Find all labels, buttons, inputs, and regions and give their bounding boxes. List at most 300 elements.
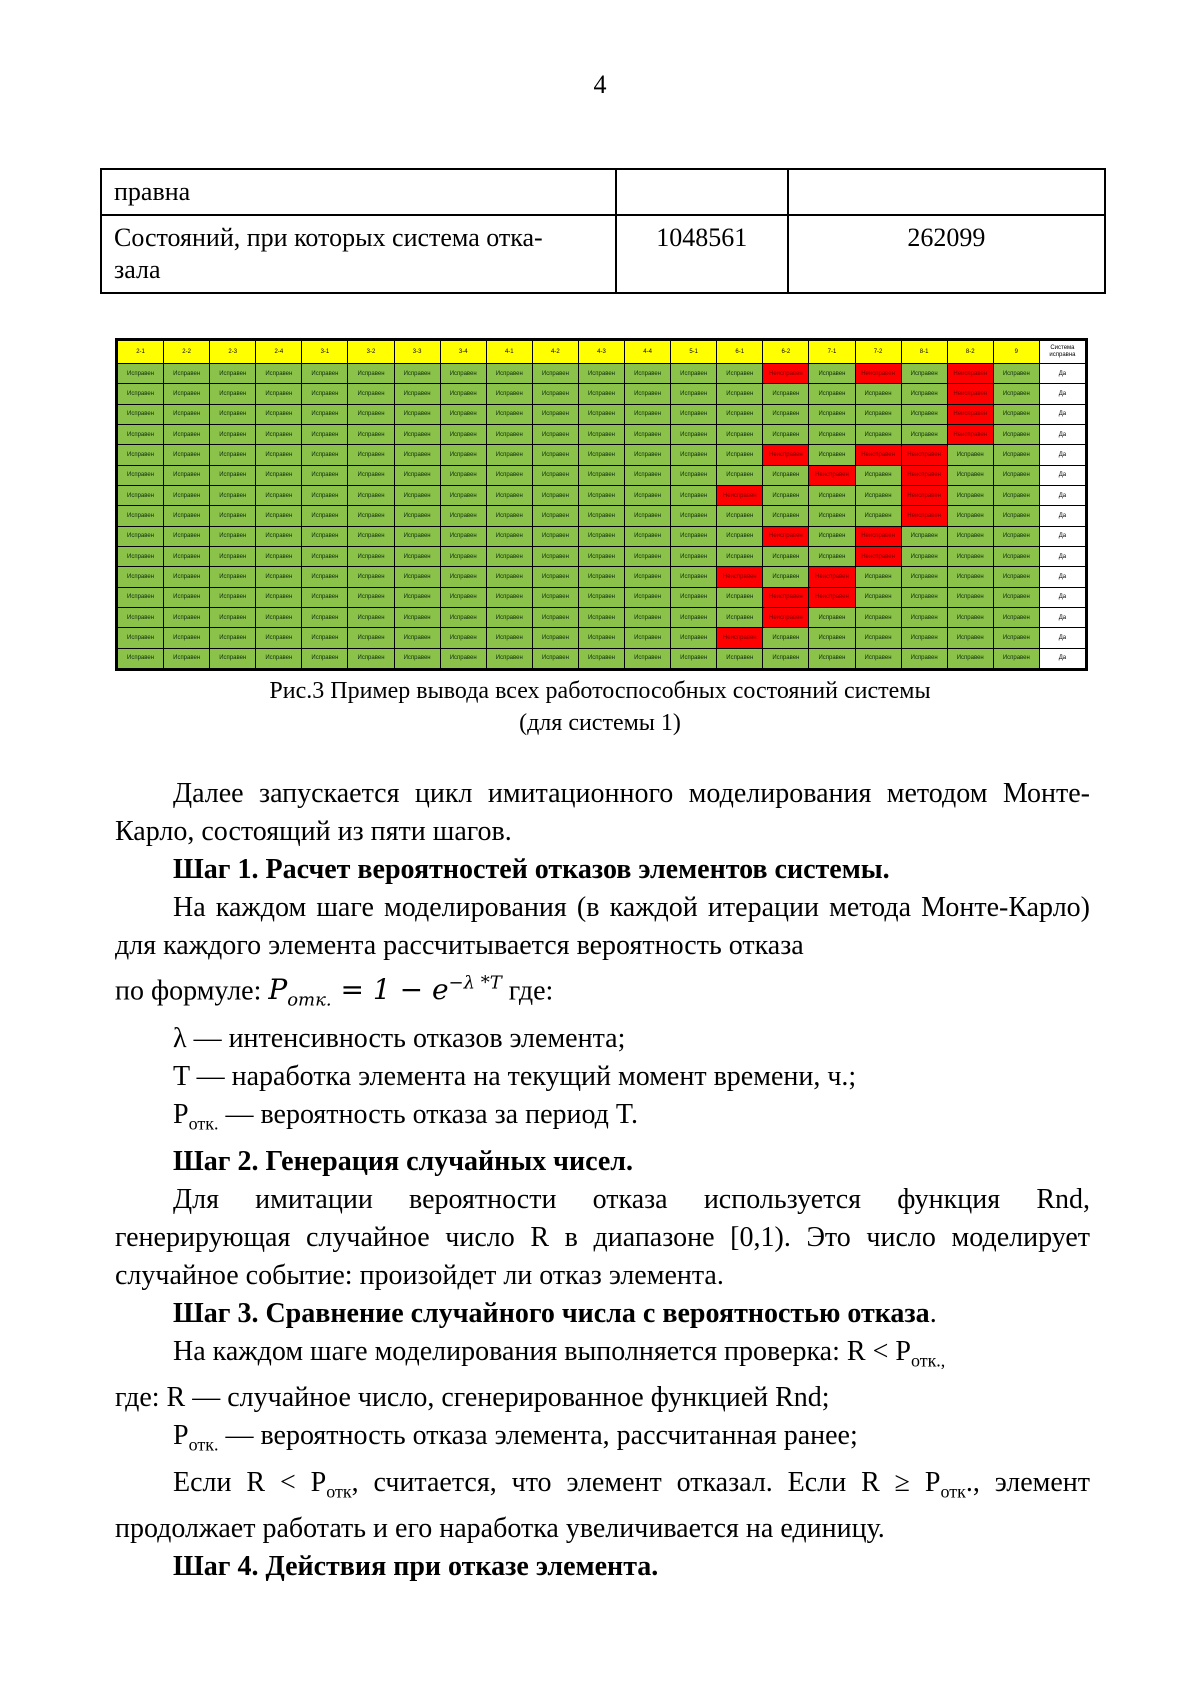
grid-cell-ok: Исправен: [440, 628, 486, 648]
table-row: [101, 215, 1105, 293]
grid-cell-ok: Исправен: [855, 485, 901, 505]
grid-cell-ok: Исправен: [901, 648, 947, 668]
grid-header-cell: Система исправна: [1039, 341, 1085, 364]
text-span: P: [173, 1420, 189, 1452]
grid-cell-ok: Исправен: [164, 506, 210, 526]
grid-cell-result: Да: [1039, 607, 1085, 627]
grid-header-cell: 4-1: [486, 341, 532, 364]
grid-cell-failed: Неисправен: [855, 364, 901, 384]
grid-cell-ok: Исправен: [440, 485, 486, 505]
grid-cell-result: Да: [1039, 465, 1085, 485]
grid-cell-ok: Исправен: [394, 628, 440, 648]
grid-cell-ok: Исправен: [394, 384, 440, 404]
grid-cell-ok: Исправен: [486, 567, 532, 587]
grid-cell-ok: Исправен: [901, 607, 947, 627]
grid-cell-ok: Исправен: [947, 567, 993, 587]
grid-cell-ok: Исправен: [717, 587, 763, 607]
grid-cell-ok: Исправен: [947, 526, 993, 546]
grid-cell-failed: Неисправен: [763, 364, 809, 384]
grid-header-cell: 7-1: [809, 341, 855, 364]
grid-cell-ok: Исправен: [302, 526, 348, 546]
paragraph: На каждом шаге моделирования (в каждой итерации метода Монте-Карло) для каждого элемента рассчитывается вероятность отказа: [115, 892, 1090, 961]
grid-cell-ok: Исправен: [394, 546, 440, 566]
grid-cell-ok: Исправен: [809, 404, 855, 424]
grid-header-cell: 3-3: [394, 341, 440, 364]
grid-cell-ok: Исправен: [717, 445, 763, 465]
page-number: 4: [593, 70, 607, 99]
grid-cell-ok: Исправен: [578, 648, 624, 668]
grid-cell-ok: Исправен: [763, 465, 809, 485]
grid-cell-ok: Исправен: [671, 567, 717, 587]
grid-cell-ok: Исправен: [532, 587, 578, 607]
grid-cell-ok: Исправен: [118, 567, 164, 587]
grid-header-cell: 6-2: [763, 341, 809, 364]
paragraph: [115, 1464, 1090, 1549]
table-cell: Состояний, при которых система отка- зала: [101, 215, 616, 293]
grid-cell-ok: Исправен: [993, 546, 1039, 566]
grid-cell-ok: Исправен: [394, 648, 440, 668]
grid-cell-ok: Исправен: [993, 445, 1039, 465]
grid-cell-ok: Исправен: [625, 485, 671, 505]
grid-cell-ok: Исправен: [625, 404, 671, 424]
grid-cell-ok: Исправен: [440, 607, 486, 627]
table-cell: [616, 169, 788, 215]
grid-cell-ok: Исправен: [302, 546, 348, 566]
grid-cell-result: Да: [1039, 567, 1085, 587]
grid-cell-ok: Исправен: [348, 526, 394, 546]
grid-cell-ok: Исправен: [578, 526, 624, 546]
grid-cell-ok: Исправен: [210, 526, 256, 546]
grid-cell-ok: Исправен: [440, 506, 486, 526]
grid-cell-ok: Исправен: [486, 404, 532, 424]
step-1-heading: [115, 851, 1090, 889]
grid-cell-ok: Исправен: [302, 506, 348, 526]
grid-cell-ok: Исправен: [348, 587, 394, 607]
grid-cell-ok: Исправен: [809, 607, 855, 627]
grid-cell-ok: Исправен: [118, 465, 164, 485]
grid-header-cell: 2-3: [210, 341, 256, 364]
text-span: .: [929, 1297, 937, 1329]
subscript: отк: [940, 1481, 966, 1502]
grid-cell-ok: Исправен: [809, 526, 855, 546]
grid-cell-ok: Исправен: [855, 567, 901, 587]
table-cell: [788, 169, 1105, 215]
grid-cell-failed: Неисправен: [809, 465, 855, 485]
grid-row: [118, 526, 1086, 546]
grid-cell-result: Да: [1039, 384, 1085, 404]
grid-cell-result: Да: [1039, 404, 1085, 424]
grid-cell-ok: Исправен: [210, 628, 256, 648]
grid-cell-ok: Исправен: [302, 465, 348, 485]
grid-cell-ok: Исправен: [532, 485, 578, 505]
grid-cell-failed: Неисправен: [763, 607, 809, 627]
subscript: отк.: [188, 1113, 219, 1134]
grid-cell-ok: Исправен: [440, 384, 486, 404]
grid-cell-result: Да: [1039, 364, 1085, 384]
grid-cell-ok: Исправен: [164, 567, 210, 587]
grid-cell-ok: Исправен: [625, 628, 671, 648]
grid-cell-ok: Исправен: [394, 424, 440, 444]
grid-cell-ok: Исправен: [671, 648, 717, 668]
grid-cell-failed: Неисправен: [763, 445, 809, 465]
grid-cell-ok: Исправен: [394, 607, 440, 627]
grid-cell-ok: Исправен: [763, 628, 809, 648]
grid-cell-ok: Исправен: [717, 364, 763, 384]
grid-cell-ok: Исправен: [210, 587, 256, 607]
grid-cell-ok: Исправен: [394, 364, 440, 384]
grid-cell-ok: Исправен: [809, 546, 855, 566]
grid-cell-ok: Исправен: [947, 445, 993, 465]
grid-cell-ok: Исправен: [394, 587, 440, 607]
grid-cell-ok: Исправен: [486, 465, 532, 485]
grid-cell-ok: Исправен: [532, 384, 578, 404]
paragraph: [115, 1417, 1090, 1464]
grid-cell-ok: Исправен: [440, 648, 486, 668]
grid-cell-result: Да: [1039, 526, 1085, 546]
grid-cell-ok: Исправен: [118, 587, 164, 607]
grid-cell-ok: Исправен: [532, 526, 578, 546]
grid-cell-ok: Исправен: [993, 485, 1039, 505]
grid-cell-ok: Исправен: [901, 526, 947, 546]
failure-formula: [268, 973, 502, 1011]
grid-cell-ok: Исправен: [625, 445, 671, 465]
grid-cell-ok: Исправен: [486, 364, 532, 384]
grid-cell-ok: Исправен: [763, 648, 809, 668]
grid-cell-ok: Исправен: [210, 485, 256, 505]
grid-cell-ok: Исправен: [118, 404, 164, 424]
grid-cell-ok: Исправен: [440, 546, 486, 566]
grid-cell-ok: Исправен: [625, 526, 671, 546]
grid-cell-ok: Исправен: [578, 607, 624, 627]
paragraph: [115, 1333, 1090, 1380]
grid-cell-ok: Исправен: [164, 607, 210, 627]
grid-cell-result: Да: [1039, 424, 1085, 444]
grid-cell-ok: Исправен: [763, 506, 809, 526]
grid-cell-ok: Исправен: [486, 607, 532, 627]
grid-cell-failed: Неисправен: [809, 587, 855, 607]
grid-cell-ok: Исправен: [578, 445, 624, 465]
grid-header-cell: 2-2: [164, 341, 210, 364]
grid-cell-ok: Исправен: [302, 364, 348, 384]
grid-cell-ok: Исправен: [763, 404, 809, 424]
grid-cell-ok: Исправен: [993, 364, 1039, 384]
grid-cell-ok: Исправен: [118, 384, 164, 404]
grid-cell-ok: Исправен: [118, 424, 164, 444]
grid-cell-ok: Исправен: [717, 506, 763, 526]
formula-body: = 1 − e: [331, 973, 449, 1007]
grid-cell-ok: Исправен: [532, 465, 578, 485]
grid-cell-ok: Исправен: [625, 546, 671, 566]
step-1-label: Шаг 1: [173, 854, 252, 885]
grid-cell-ok: Исправен: [717, 526, 763, 546]
figure-caption: [0, 675, 1200, 739]
grid-header-cell: 7-2: [855, 341, 901, 364]
grid-cell-ok: Исправен: [717, 404, 763, 424]
grid-cell-ok: Исправен: [809, 384, 855, 404]
grid-cell-ok: Исправен: [302, 445, 348, 465]
grid-cell-failed: Неисправен: [947, 404, 993, 424]
grid-cell-ok: Исправен: [855, 648, 901, 668]
grid-cell-ok: Исправен: [625, 587, 671, 607]
grid-row: [118, 546, 1086, 566]
grid-cell-ok: Исправен: [302, 404, 348, 424]
step-4-heading: [115, 1548, 1090, 1586]
grid-cell-ok: Исправен: [394, 485, 440, 505]
grid-cell-ok: Исправен: [901, 546, 947, 566]
grid-cell-ok: Исправен: [348, 607, 394, 627]
grid-cell-ok: Исправен: [486, 506, 532, 526]
grid-cell-ok: Исправен: [302, 424, 348, 444]
text-span: ., элемент продолжает работать и его наработка увеличивается на единицу.: [115, 1466, 1091, 1545]
text-span: — вероятность отказа элемента, рассчитанная ранее;: [218, 1420, 858, 1452]
grid-cell-ok: Исправен: [210, 364, 256, 384]
grid-cell-ok: Исправен: [671, 384, 717, 404]
grid-cell-ok: Исправен: [440, 424, 486, 444]
table-cell: правна: [101, 169, 616, 215]
grid-cell-ok: Исправен: [440, 526, 486, 546]
grid-header-cell: 2-1: [118, 341, 164, 364]
text-span: по формуле:: [115, 975, 262, 1007]
grid-row: [118, 384, 1086, 404]
step-4-title: Шаг 4. Действия при отказе элемента.: [173, 1551, 659, 1583]
grid-header-cell: 5-1: [671, 341, 717, 364]
formula-symbol: P: [268, 973, 288, 1007]
text-span: Если R < P: [173, 1466, 327, 1498]
grid-cell-ok: Исправен: [625, 465, 671, 485]
grid-cell-ok: Исправен: [763, 485, 809, 505]
grid-cell-ok: Исправен: [348, 384, 394, 404]
grid-cell-ok: Исправен: [164, 445, 210, 465]
grid-cell-ok: Исправен: [164, 546, 210, 566]
grid-header-cell: 2-4: [256, 341, 302, 364]
grid-cell-ok: Исправен: [348, 404, 394, 424]
step-2-heading: [115, 1143, 1090, 1181]
grid-cell-ok: Исправен: [578, 465, 624, 485]
grid-row: [118, 567, 1086, 587]
grid-cell-ok: Исправен: [578, 424, 624, 444]
grid-cell-ok: Исправен: [532, 404, 578, 424]
grid-cell-ok: Исправен: [901, 587, 947, 607]
grid-cell-ok: Исправен: [625, 567, 671, 587]
grid-cell-ok: Исправен: [210, 465, 256, 485]
grid-cell-ok: Исправен: [302, 587, 348, 607]
grid-cell-ok: Исправен: [348, 424, 394, 444]
grid-cell-ok: Исправен: [947, 648, 993, 668]
grid-cell-ok: Исправен: [993, 567, 1039, 587]
grid-header-cell: 3-2: [348, 341, 394, 364]
grid-cell-ok: Исправен: [532, 445, 578, 465]
grid-cell-ok: Исправен: [256, 364, 302, 384]
grid-cell-failed: Неисправен: [947, 424, 993, 444]
paragraph: Для имитации вероятности отказа используется функция Rnd, генерирующая случайное число R в диапазоне [0,1). Это число моделирует случайное событие: произойдет ли отказ элемента.: [115, 1183, 1090, 1291]
grid-cell-ok: Исправен: [809, 424, 855, 444]
grid-cell-ok: Исправен: [256, 628, 302, 648]
grid-cell-ok: Исправен: [210, 546, 256, 566]
grid-cell-ok: Исправен: [532, 648, 578, 668]
grid-cell-ok: Исправен: [440, 465, 486, 485]
grid-row: [118, 445, 1086, 465]
grid-cell-ok: Исправен: [809, 445, 855, 465]
grid-cell-failed: Неисправен: [717, 628, 763, 648]
grid-cell-ok: Исправен: [164, 485, 210, 505]
grid-cell-failed: Неисправен: [901, 485, 947, 505]
grid-cell-ok: Исправен: [855, 384, 901, 404]
grid-cell-failed: Неисправен: [809, 567, 855, 587]
grid-cell-result: Да: [1039, 485, 1085, 505]
paragraph: где: R — случайное число, сгенерированное функцией Rnd;: [115, 1382, 830, 1414]
step-3-heading: [115, 1295, 1090, 1333]
grid-cell-ok: Исправен: [486, 526, 532, 546]
grid-cell-ok: Исправен: [256, 445, 302, 465]
grid-cell-ok: Исправен: [394, 404, 440, 424]
grid-cell-ok: Исправен: [164, 587, 210, 607]
grid-header-cell: 8-1: [901, 341, 947, 364]
grid-cell-ok: Исправен: [671, 485, 717, 505]
grid-cell-ok: Исправен: [256, 567, 302, 587]
grid-cell-ok: Исправен: [210, 445, 256, 465]
grid-cell-ok: Исправен: [947, 587, 993, 607]
subscript: отк.,: [910, 1350, 946, 1371]
grid-cell-ok: Исправен: [348, 628, 394, 648]
grid-cell-ok: Исправен: [532, 424, 578, 444]
table-cell: 1048561: [616, 215, 788, 293]
grid-cell-ok: Исправен: [210, 424, 256, 444]
grid-cell-ok: Исправен: [901, 424, 947, 444]
grid-cell-ok: Исправен: [256, 546, 302, 566]
text-span: — вероятность отказа за период T.: [218, 1098, 638, 1130]
caption-line-2: (для системы 1): [519, 710, 681, 736]
grid-cell-result: Да: [1039, 648, 1085, 668]
grid-cell-ok: Исправен: [855, 628, 901, 648]
grid-cell-ok: Исправен: [348, 465, 394, 485]
grid-cell-ok: Исправен: [210, 384, 256, 404]
grid-cell-result: Да: [1039, 587, 1085, 607]
grid-cell-ok: Исправен: [256, 384, 302, 404]
grid-cell-ok: Исправен: [256, 485, 302, 505]
grid-cell-ok: Исправен: [809, 648, 855, 668]
state-grid-table: [117, 340, 1086, 669]
grid-cell-ok: Исправен: [717, 607, 763, 627]
table-row: [101, 169, 1105, 215]
caption-line-1: Рис.3 Пример вывода всех работоспособных состояний системы: [269, 678, 931, 704]
grid-cell-ok: Исправен: [348, 364, 394, 384]
grid-cell-failed: Неисправен: [763, 587, 809, 607]
grid-cell-ok: Исправен: [164, 404, 210, 424]
text-span: где:: [508, 975, 554, 1007]
grid-cell-ok: Исправен: [855, 587, 901, 607]
grid-row: [118, 506, 1086, 526]
grid-row: [118, 465, 1086, 485]
grid-cell-ok: Исправен: [210, 506, 256, 526]
grid-row: [118, 485, 1086, 505]
grid-cell-failed: Неисправен: [901, 445, 947, 465]
grid-row: [118, 628, 1086, 648]
grid-cell-ok: Исправен: [993, 526, 1039, 546]
grid-cell-ok: Исправен: [947, 546, 993, 566]
grid-header-cell: 9: [993, 341, 1039, 364]
grid-cell-ok: Исправен: [993, 424, 1039, 444]
grid-cell-ok: Исправен: [302, 607, 348, 627]
grid-cell-ok: Исправен: [210, 648, 256, 668]
paragraph: T — наработка элемента на текущий момент времени, ч.;: [173, 1060, 857, 1092]
grid-cell-ok: Исправен: [164, 424, 210, 444]
grid-cell-ok: Исправен: [118, 485, 164, 505]
grid-cell-ok: Исправен: [256, 607, 302, 627]
grid-cell-ok: Исправен: [671, 587, 717, 607]
grid-cell-ok: Исправен: [717, 546, 763, 566]
grid-cell-ok: Исправен: [671, 506, 717, 526]
grid-cell-ok: Исправен: [440, 404, 486, 424]
grid-cell-failed: Неисправен: [763, 526, 809, 546]
grid-cell-ok: Исправен: [210, 404, 256, 424]
grid-cell-ok: Исправен: [671, 404, 717, 424]
grid-cell-ok: Исправен: [440, 445, 486, 465]
grid-cell-ok: Исправен: [118, 526, 164, 546]
grid-cell-ok: Исправен: [486, 648, 532, 668]
grid-cell-ok: Исправен: [394, 465, 440, 485]
text-span: , считается, что элемент отказал. Если R ≥ P: [351, 1466, 941, 1498]
grid-cell-ok: Исправен: [302, 628, 348, 648]
grid-header-cell: 8-2: [947, 341, 993, 364]
grid-cell-ok: Исправен: [625, 607, 671, 627]
grid-cell-ok: Исправен: [394, 567, 440, 587]
grid-cell-ok: Исправен: [302, 567, 348, 587]
grid-cell-ok: Исправен: [164, 384, 210, 404]
grid-cell-ok: Исправен: [855, 424, 901, 444]
grid-cell-ok: Исправен: [901, 628, 947, 648]
formula-subscript: отк.: [287, 989, 332, 1011]
step-1-title: . Расчет вероятностей отказов элементов системы.: [251, 854, 890, 885]
grid-cell-ok: Исправен: [671, 465, 717, 485]
grid-cell-ok: Исправен: [118, 445, 164, 465]
grid-cell-ok: Исправен: [993, 628, 1039, 648]
grid-row: [118, 404, 1086, 424]
grid-cell-ok: Исправен: [394, 506, 440, 526]
grid-cell-ok: Исправен: [118, 364, 164, 384]
grid-cell-ok: Исправен: [578, 364, 624, 384]
grid-cell-result: Да: [1039, 628, 1085, 648]
grid-cell-ok: Исправен: [440, 567, 486, 587]
grid-cell-result: Да: [1039, 546, 1085, 566]
grid-cell-ok: Исправен: [578, 628, 624, 648]
grid-header-cell: 6-1: [717, 341, 763, 364]
grid-cell-ok: Исправен: [256, 526, 302, 546]
grid-cell-ok: Исправен: [993, 607, 1039, 627]
grid-cell-ok: Исправен: [947, 607, 993, 627]
grid-cell-result: Да: [1039, 506, 1085, 526]
grid-cell-ok: Исправен: [348, 445, 394, 465]
grid-cell-ok: Исправен: [256, 404, 302, 424]
grid-cell-ok: Исправен: [164, 628, 210, 648]
grid-cell-ok: Исправен: [394, 526, 440, 546]
grid-cell-ok: Исправен: [993, 465, 1039, 485]
grid-cell-failed: Неисправен: [717, 567, 763, 587]
step-2-title: Шаг 2. Генерация случайных чисел.: [173, 1145, 634, 1177]
table-cell: 262099: [788, 215, 1105, 293]
grid-cell-ok: Исправен: [671, 364, 717, 384]
grid-cell-ok: Исправен: [486, 445, 532, 465]
grid-cell-ok: Исправен: [440, 587, 486, 607]
grid-cell-ok: Исправен: [763, 567, 809, 587]
subscript: отк.: [188, 1434, 219, 1455]
grid-header-cell: 4-3: [578, 341, 624, 364]
grid-cell-ok: Исправен: [993, 648, 1039, 668]
grid-cell-ok: Исправен: [671, 546, 717, 566]
grid-cell-ok: Исправен: [532, 607, 578, 627]
grid-cell-ok: Исправен: [671, 526, 717, 546]
grid-cell-failed: Неисправен: [855, 546, 901, 566]
grid-cell-ok: Исправен: [348, 485, 394, 505]
